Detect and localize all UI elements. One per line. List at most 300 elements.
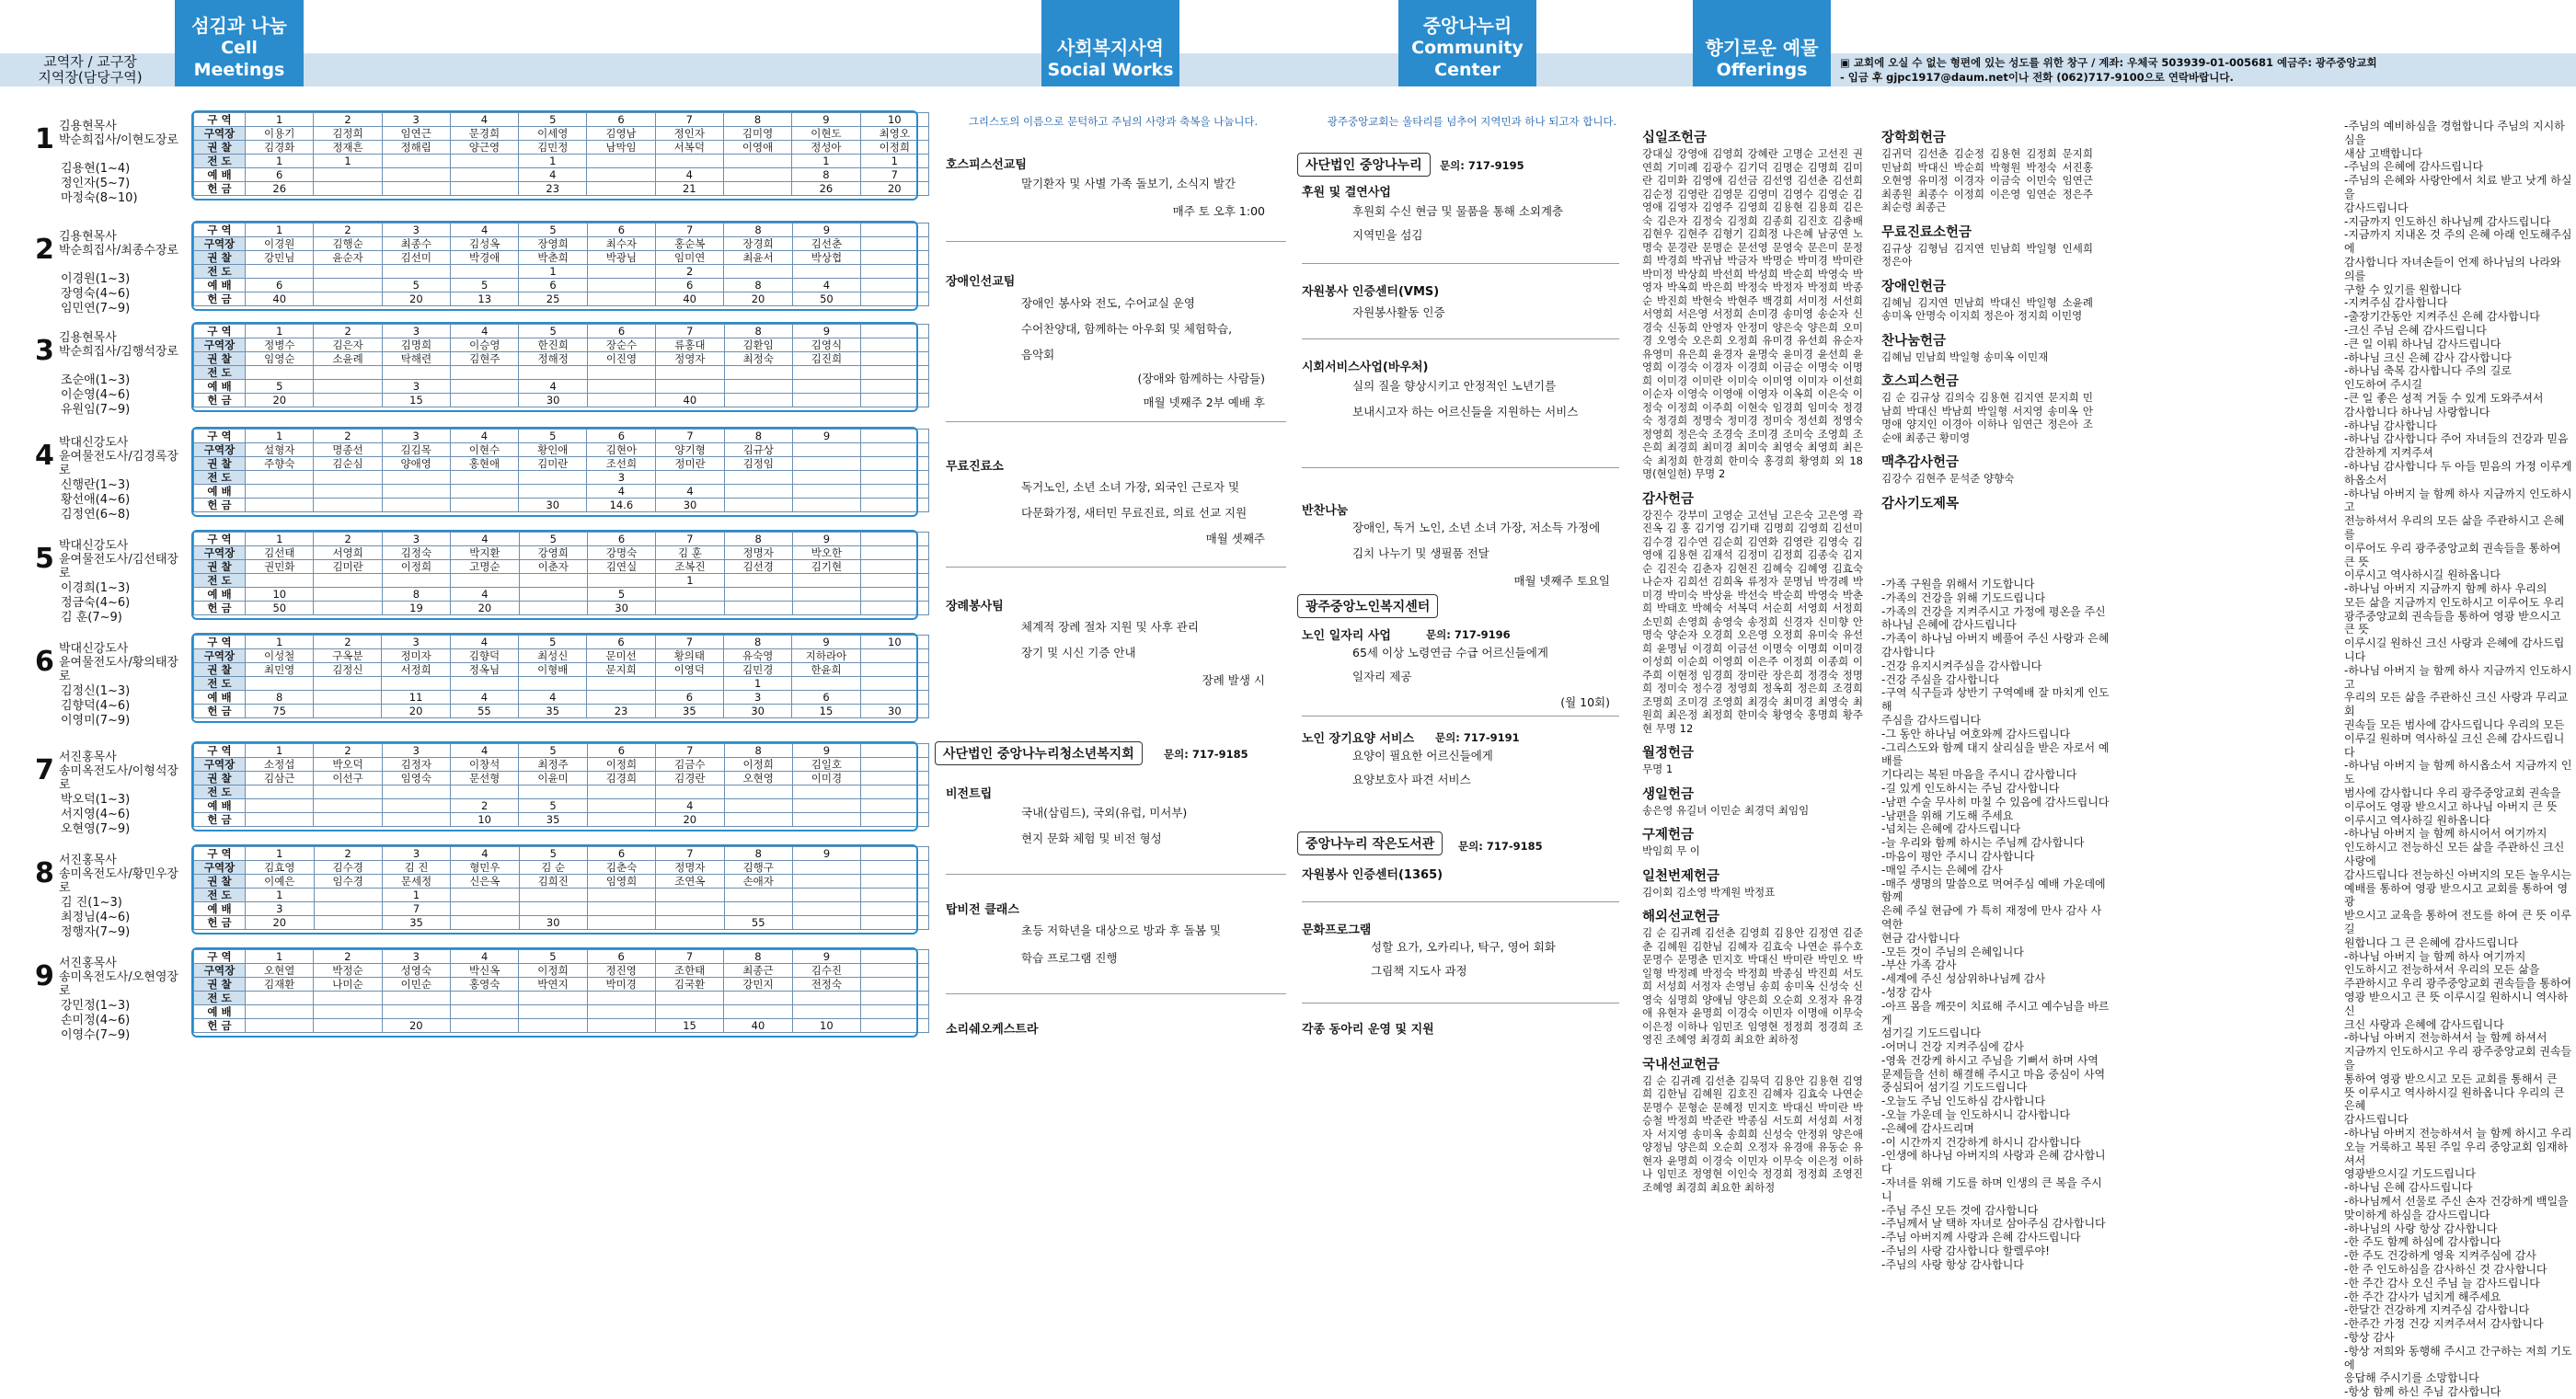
table-cell: 김경란: [656, 772, 724, 786]
clinic-time: 매월 셋째주: [1205, 532, 1265, 545]
offering-category: 호스피스헌금: [1881, 374, 1960, 389]
prayer-list-1: -가족 구원을 위해서 기도합니다 -가족의 건강을 위해 기도드립니다 -가족의 건강을 지켜주시고 가정에 평온을 주신 하나님 은혜에 감사드립니다 -가족이 하나님 아버지 베풀어 주신 사랑과 은혜 감사합니다 -건강 유지시켜주심을 감사합니다 -건강 주심을 감사합니다 -구역 식구들과 상반기 구역예배 잘 마치게 인도해 주심을 감사드립니다 -그 동안 하나님 여호와께 감사드립니다 -그리스도와 함께 대지 살리심을 받은 자로서 예배를 기다리는 복된 마음을 주시니 감사합니다 -길 있게 인도하시는 주님 감사합니다 -남편 수술 무사히 마칠 수 있음에 감사드립니다 -남편을 위해 기도해 주세요 -넘치는 은혜에 감사드립니다 -늘 우리와 함께 하시는 주님께 감사합니다 -마음이 평안 주시니 감사합니다 -매일 주시는 은혜에 감사 -매주 생명의 말씀으로 먹여주심 예배 가운데에 함께 은혜 주실 현금에 가 특히 재정에 만사 감사 사역한 현금 감사합니다 -모든 것이 주님의 은혜입니다 -부산 가족 감사 -세계에 주신 성삼위하나님께 감사 -성장 감사 -아프 몸을 깨끗이 치료해 주시고 예수님을 바르게 섬기길 기도드립니다 -어머니 건강 지켜주심에 감사 -영육 건강케 하시고 주님을 기뻐서 하며 사역 문제들을 선히 해결해 주시고 마음 중심이 사역 중심되어 섬기길 기도드립니다 -오늘도 주님 인도하심 감사합니다 -오늘 가운데 늘 인도하시니 감사합니다 -은혜에 감사드리며 -이 시간까지 건강하게 하시니 감사합니다 -인생에 하나님 아버지의 사랑과 은혜 감사합니다 -자녀를 위해 기도를 하며 인생의 큰 복을 주시니 -주님 주신 모든 것에 감사합니다 -주님께서 날 택하 자녀로 삼아주심 감사합니다 -주님 아버지께 사랑과 은혜 감사드립니다 -주님의 사랑 감사합니다 할렐루야! -주님의 사랑 항상 감사합니다: [1881, 578, 2110, 1271]
cell-table-frame: [191, 947, 918, 1038]
tab-class-text-2: 학습 프로그램 진행: [1021, 951, 1118, 965]
table-cell: 75: [245, 705, 313, 718]
table-cell: 1: [519, 265, 587, 279]
table-cell: 조연옥: [656, 875, 724, 889]
table-cell: 이정희: [860, 141, 928, 155]
cell-table-frame: [191, 221, 918, 311]
table-cell: 김국환: [655, 978, 723, 992]
table-cell: 김정희: [314, 127, 382, 141]
table-cell: 임수경: [314, 875, 382, 889]
table-cell: 4: [656, 799, 724, 813]
offering-category: 감사기도제목: [1881, 496, 1960, 511]
table-cell: 오현열: [246, 964, 314, 978]
table-cell: 김연실: [587, 560, 655, 574]
table-cell: 이예은: [246, 875, 314, 889]
care-text-1: 요양이 필요한 어르신들에게: [1352, 749, 1493, 763]
culture-title: 문화프로그램: [1302, 923, 1372, 937]
funeral-text-1: 체계적 장례 절차 지원 및 사후 관리: [1021, 620, 1199, 634]
elder-welfare-box: 광주중앙노인복지센터: [1297, 594, 1438, 618]
table-cell: 1: [246, 325, 314, 338]
row-label: 전 도: [194, 471, 246, 485]
table-cell: 5: [519, 430, 587, 443]
cell-table-frame: [191, 844, 918, 935]
offering-category: 해외선교헌금: [1642, 910, 1720, 924]
orchestra-title: 소리쉐오케스트라: [946, 1023, 1039, 1037]
divider: [1302, 901, 1619, 902]
table-cell: 강민님: [246, 251, 314, 265]
table-cell: 이영덕: [655, 663, 723, 677]
table-cell: 형민우: [451, 861, 519, 875]
table-cell: 1: [246, 430, 314, 443]
clinic-text-2: 다문화가정, 새터민 무료진료, 의료 선교 지원: [1021, 506, 1248, 520]
offering-names: 강대실 강영애 김영희 강혜란 고명순 고선진 권연희 기미례 김광수 김기덕 김명순 김명희 김미란 김미화 김영애 김선금 김선영 김선춘 김선희 김순정 김영란 김영문 김영미 김영수 김영순 김영애 김영자 김영주 김영희 김용현 김용희 김은숙 김은자 김정숙 김정희 김종희 김진호 김충배 김현우 김현주 김형기 김희정 나은혜 남궁연 노명숙 문경란 문명순 문선영 문영숙 문은미 문정희 박경희 박귀남 박금자 박명순 박미경 박미란 박미정 박상희 박선희 박성희 박순희 박영숙 박영자 박옥희 박은희 박정숙 박정자 박정희 박종순 박진희 박현숙 박현주 백경희 서미정 서선희 서영희 서은영 서정희 손미경 송미영 송순자 신경숙 신동희 안영자 안정미 양은숙 양은희 오미경 오영숙 오은희 오정희 유미경 유선희 유순자 유영미 유은희 윤경자 윤명숙 윤미경 윤선희 윤영희 이경숙 이경자 이경희 이금순 이명숙 이명희 이미경 이미란 이미숙 이미영 이미자 이선희 이순자 이영숙 이영애 이영자 이옥희 이은숙 이정숙 이정희 이주희 이현숙 임경희 임미숙 정경숙 정경희 정명숙 정미경 정미숙 정선희 정영숙 정영희 정은숙 조경숙 조미경 조미숙 조영희 조은희 최경희 최미경 최미숙 최영숙 최영희 최은숙 최정희 한경희 한미숙 홍경희 황영희 외 18명(현일헌) 무명 2: [1642, 147, 1863, 480]
header-left-label-2: 지역장(담당구역): [38, 69, 143, 86]
cell-number: 8: [35, 857, 54, 889]
tab-social-works: [1041, 0, 1179, 86]
row-label: 예 배: [194, 279, 246, 292]
table-cell: 황의태: [655, 649, 723, 663]
tab-offerings: [1693, 0, 1831, 86]
offering-tab-ko: 향기로운 예물: [1705, 37, 1819, 59]
table-cell: 이창석: [450, 758, 518, 772]
table-cell: 1: [246, 889, 314, 902]
offering-names: 김 순 김규상 김의숙 김용현 김지연 문지희 민남희 박대신 박남희 박일형 서지영 송미옥 안명애 양지인 이경아 이하나 임연근 정은아 조순애 최종근 황미영: [1881, 391, 2093, 444]
table-cell: 김행구: [724, 861, 792, 875]
table-cell: 1: [792, 155, 860, 168]
table-cell: 21: [655, 182, 723, 196]
row-label: 헌 금: [194, 292, 246, 306]
table-cell: 7: [655, 950, 723, 964]
table-cell: 강영희: [519, 546, 587, 560]
disabled-note: (장애와 함께하는 사람들): [1137, 372, 1265, 385]
table-cell: 23: [519, 182, 587, 196]
table-cell: 김미영: [723, 127, 791, 141]
share-text-1: 장애인, 독거 노인, 소년 소녀 가장, 저소득 가정에: [1352, 521, 1601, 534]
row-label: 예 배: [194, 380, 246, 394]
culture-text-2: 그림책 지도사 과정: [1371, 964, 1467, 978]
table-cell: 15: [382, 394, 450, 407]
row-label: 헌 금: [194, 916, 246, 930]
table-cell: 5: [382, 279, 450, 292]
offering-category: 월정헌금: [1642, 746, 1695, 761]
table-cell: 2: [314, 847, 382, 861]
cell-area-leaders: 조순애(1~3) 이순영(4~6) 유원임(7~9): [61, 373, 131, 417]
table-cell: 정명자: [724, 546, 792, 560]
row-label: 헌 금: [194, 394, 246, 407]
table-cell: 9: [792, 113, 860, 127]
table-cell: 6: [587, 430, 656, 443]
care-title: 노인 장기요양 서비스: [1302, 732, 1415, 746]
row-label: 구 역: [194, 113, 246, 127]
divider: [946, 421, 1286, 422]
table-cell: 문선형: [450, 772, 518, 786]
cell-table-frame: [191, 530, 918, 620]
table-cell: 4: [451, 847, 519, 861]
table-cell: 5: [519, 325, 587, 338]
table-cell: 3: [382, 533, 450, 546]
table-cell: 김정신: [314, 663, 382, 677]
row-label: 헌 금: [194, 499, 246, 512]
table-cell: 한진희: [519, 338, 587, 352]
table-cell: 권민화: [246, 560, 314, 574]
table-cell: 3: [382, 430, 450, 443]
table-cell: 20: [382, 705, 450, 718]
offering-category: 무료진료소헌금: [1881, 224, 1972, 240]
row-label: 예 배: [194, 588, 246, 602]
table-cell: 35: [655, 705, 723, 718]
table-cell: 문미선: [587, 649, 655, 663]
table-cell: 홍영숙: [451, 978, 519, 992]
table-cell: 30: [519, 394, 587, 407]
table-cell: 박오한: [792, 546, 860, 560]
row-label: 전 도: [194, 265, 246, 279]
table-cell: 1: [314, 155, 382, 168]
table-cell: 8: [724, 279, 792, 292]
table-cell: 문경희: [450, 127, 518, 141]
row-label: 예 배: [194, 1005, 246, 1019]
table-cell: 2: [314, 113, 382, 127]
table-cell: 10: [246, 588, 314, 602]
header-left-label-1: 교역자 / 교구장: [43, 53, 137, 70]
hospice-time: 매주 토 오후 1:00: [1172, 204, 1265, 218]
table-cell: 이윤미: [519, 772, 587, 786]
table-cell: 7: [655, 636, 723, 649]
table-cell: 김영남: [587, 127, 655, 141]
table-cell: 김정임: [724, 457, 792, 471]
table-cell: 2: [314, 950, 382, 964]
offering-names: 김이회 김소영 박계원 박정표: [1642, 885, 1776, 899]
row-label: 권 찰: [194, 141, 246, 155]
table-cell: 문세정: [382, 875, 450, 889]
offering-account-note: [1840, 55, 2567, 85]
table-cell: 이형배: [519, 663, 587, 677]
table-cell: 14.6: [587, 499, 656, 512]
table-cell: 임영순: [246, 352, 314, 366]
tab-class-title: 탑비전 클래스: [946, 903, 1019, 917]
nanuri-box: 사단법인 중앙나누리: [1297, 153, 1431, 177]
row-label: 예 배: [194, 168, 246, 182]
table-cell: 이현도: [792, 127, 860, 141]
offering-category: 구제헌금: [1642, 828, 1695, 843]
table-cell: 9: [792, 847, 860, 861]
table-cell: 7: [656, 533, 724, 546]
offering-names: 송은영 유길녀 이민순 최경덕 최임임: [1642, 803, 1810, 817]
youth-welfare-box: 사단법인 중앙나누리청소년복지회: [935, 741, 1143, 765]
offerings-column-2: [1881, 120, 2093, 513]
table-cell: 김환임: [724, 338, 792, 352]
table-cell: 3: [382, 636, 450, 649]
table-cell: 6: [587, 325, 655, 338]
table-cell: 김김목: [382, 443, 450, 457]
table-cell: 3: [587, 471, 656, 485]
table-cell: 4: [451, 224, 519, 237]
clinic-text-1: 독거노인, 소년 소녀 가장, 외국인 근로자 및: [1021, 480, 1240, 494]
table-cell: 7: [656, 325, 724, 338]
table-cell: 정명자: [656, 861, 724, 875]
table-cell: 오현영: [724, 772, 792, 786]
table-cell: 문지희: [587, 663, 655, 677]
table-cell: 김선태: [246, 546, 314, 560]
table-cell: 30: [656, 499, 724, 512]
cell-area-leaders: 강민정(1~3) 손미정(4~6) 이영수(7~9): [61, 999, 131, 1042]
table-cell: 7: [656, 224, 724, 237]
row-label: 전 도: [194, 574, 246, 588]
table-cell: 5: [246, 380, 314, 394]
cell-table-frame: [191, 110, 918, 201]
table-cell: 홍순복: [656, 237, 724, 251]
table-cell: 김진희: [792, 352, 860, 366]
table-cell: 5: [519, 799, 587, 813]
table-cell: 8: [792, 168, 860, 182]
table-cell: 장영희: [519, 237, 587, 251]
tab-class-text-1: 초등 저학년을 대상으로 방과 후 돌봄 및: [1021, 923, 1222, 937]
table-cell: 김수진: [792, 964, 860, 978]
table-cell: 박미경: [587, 978, 655, 992]
table-cell: 7: [860, 168, 928, 182]
funeral-text-2: 장기 및 시신 기증 안내: [1021, 646, 1136, 659]
table-cell: 50: [246, 602, 314, 615]
table-cell: 7: [656, 744, 724, 758]
row-label: 권 찰: [194, 663, 246, 677]
table-cell: 3: [724, 691, 792, 705]
offering-category: 생일헌금: [1642, 786, 1695, 802]
table-cell: 40: [656, 292, 724, 306]
table-cell: 10: [860, 113, 928, 127]
table-cell: 9: [792, 636, 860, 649]
table-cell: 10: [792, 1019, 860, 1033]
table-cell: 6: [587, 533, 655, 546]
table-cell: 20: [451, 602, 519, 615]
table-cell: 6: [587, 744, 655, 758]
offering-names: 김강수 김현주 문석준 양향숙: [1881, 472, 2015, 485]
table-cell: 8: [724, 744, 792, 758]
table-cell: 이현수: [450, 443, 518, 457]
table-cell: 6: [655, 691, 723, 705]
table-cell: 20: [656, 813, 724, 827]
table-cell: 김효영: [246, 861, 314, 875]
table-cell: 10: [450, 813, 518, 827]
table-cell: 3: [382, 380, 450, 394]
table-cell: 김순심: [314, 457, 382, 471]
table-cell: 이승영: [451, 338, 519, 352]
table-cell: 4: [519, 691, 587, 705]
table-cell: 6: [656, 279, 724, 292]
table-cell: 20: [724, 292, 792, 306]
table-cell: 3: [382, 325, 450, 338]
table-cell: 40: [724, 1019, 792, 1033]
table-cell: 5: [587, 588, 655, 602]
table-cell: 지하라아: [792, 649, 860, 663]
row-label: 권 찰: [194, 978, 246, 992]
row-label: 예 배: [194, 485, 246, 499]
culture-text-1: 성할 요가, 오카리나, 탁구, 영어 회화: [1371, 940, 1556, 954]
table-cell: 정옥님: [450, 663, 518, 677]
row-label: 권 찰: [194, 560, 246, 574]
table-cell: 김선미: [382, 251, 450, 265]
table-cell: 3: [246, 902, 314, 916]
table-cell: 강명숙: [587, 546, 655, 560]
table-cell: 1: [246, 533, 314, 546]
row-label: 권 찰: [194, 875, 246, 889]
table-cell: 19: [382, 602, 450, 615]
table-cell: 김희진: [519, 875, 587, 889]
row-label: 구역장: [194, 964, 246, 978]
table-cell: 박오덕: [314, 758, 382, 772]
table-cell: 서영희: [314, 546, 382, 560]
table-cell: 명종선: [314, 443, 382, 457]
cell-number: 1: [35, 123, 54, 155]
table-cell: 15: [655, 1019, 723, 1033]
table-cell: 2: [314, 636, 382, 649]
table-cell: 정인자: [655, 127, 723, 141]
table-cell: 7: [655, 113, 723, 127]
table-cell: 조복진: [656, 560, 724, 574]
table-cell: 정미란: [656, 457, 724, 471]
cell-area-leaders: 이경희(1~3) 정금숙(4~6) 김 훈(7~9): [61, 581, 131, 625]
offering-names: 김혜님 김지연 민남희 박대신 박일형 소윤례 송미옥 안명숙 이지희 정은아 정지희 이민영: [1881, 295, 2093, 322]
table-cell: 정해림: [382, 141, 450, 155]
table-cell: 김금수: [656, 758, 724, 772]
offering-category: 감사헌금: [1642, 491, 1695, 507]
table-cell: 9: [792, 224, 860, 237]
divider: [1302, 467, 1619, 468]
table-cell: 이선구: [314, 772, 382, 786]
offering-note-line-1: ▣ 교회에 오실 수 없는 형편에 있는 성도를 위한 창구 / 계좌: 우체국 503939-01-005681 예금주: 광주중앙교회: [1840, 56, 2377, 69]
clinic-title: 무료진료소: [946, 460, 1004, 474]
offering-names: 김귀덕 김선춘 김순정 김용현 김정희 문지희 민남희 박대신 박순희 박형원 박정숙 서진홍 오현영 유미정 이경자 이금숙 이민숙 임연근 최종원 최종수 이정희 이은영 임연순 정은주 최순령 최종근: [1881, 147, 2093, 213]
table-cell: 3: [382, 744, 450, 758]
table-cell: 55: [724, 916, 792, 930]
table-cell: 9: [792, 325, 860, 338]
table-cell: 서복덕: [655, 141, 723, 155]
offering-category: 국내선교헌금: [1642, 1057, 1720, 1072]
offering-names: 강진수 강부미 고영순 고선님 고은숙 고은영 곽진옥 김 홍 김기영 김기태 김명희 김영희 김선미 김수경 김수연 김순희 김연화 김영란 김영숙 김영애 김용현 김재석 김정미 김정희 김종숙 김지순 김진숙 김춘자 김현진 김혜숙 김혜영 김효숙 나순자 김희선 김희옥 류정자 문명님 박경례 박미경 박미숙 박상윤 박선숙 박순희 박영숙 박춘희 박태호 박혜숙 서복덕 서순희 서영희 서정희 소민희 손영희 송영숙 송정희 신경자 신미향 안명숙 양순자 오경희 오은영 오정희 유미숙 유선희 윤명님 이경희 이금선 이명숙 이명희 이미경 이성희 이순희 이영희 이은주 이정희 이종희 이주희 이현정 임경희 장미란 장은희 정경숙 정명희 정미숙 정수경 정영희 정옥희 정은희 조경희 조명희 조미경 조영희 최경숙 최미경 최영숙 최원희 최은정 최정희 한미숙 황영숙 홍명희 황주현 무명 12: [1642, 508, 1863, 735]
table-cell: 5: [519, 744, 587, 758]
table-cell: 6: [587, 636, 655, 649]
table-cell: 13: [451, 292, 519, 306]
table-cell: 6: [519, 279, 587, 292]
offering-category: 맥추감사헌금: [1881, 455, 1960, 470]
table-cell: 4: [450, 744, 518, 758]
table-cell: 2: [314, 325, 382, 338]
social-tab-en: Social Works: [1047, 60, 1174, 80]
table-cell: 최정숙: [724, 352, 792, 366]
elder-job-phone: 문의: 717-9196: [1426, 628, 1511, 641]
table-cell: 김기현: [792, 560, 860, 574]
vol1365-title: 자원봉사 인증센터(1365): [1302, 868, 1443, 882]
table-cell: 강민지: [724, 978, 792, 992]
table-cell: 이진영: [587, 352, 655, 366]
table-cell: 한윤희: [792, 663, 860, 677]
table-cell: 20: [246, 916, 314, 930]
row-label: 예 배: [194, 691, 246, 705]
table-cell: 20: [382, 292, 450, 306]
row-label: 권 찰: [194, 352, 246, 366]
divider: [946, 993, 1286, 994]
row-label: 권 찰: [194, 457, 246, 471]
table-cell: 30: [519, 499, 587, 512]
table-cell: 5: [519, 847, 587, 861]
service-title: 시회서비스사업(바우처): [1302, 361, 1429, 374]
table-cell: 탁해련: [382, 352, 450, 366]
table-cell: 김미란: [519, 457, 587, 471]
table-cell: 1: [246, 113, 314, 127]
offering-names: 박임희 무 이: [1642, 844, 1700, 857]
row-label: 구역장: [194, 861, 246, 875]
table-cell: 1: [246, 950, 314, 964]
community-tab-en: Community Center: [1411, 38, 1524, 80]
table-cell: 정재흔: [314, 141, 382, 155]
table-cell: 8: [724, 533, 792, 546]
table-cell: 김 훈: [656, 546, 724, 560]
table-cell: 김일호: [792, 758, 860, 772]
row-label: 구역장: [194, 127, 246, 141]
cell-number: 2: [35, 234, 54, 266]
table-cell: 양애영: [382, 457, 450, 471]
row-label: 구역장: [194, 443, 246, 457]
table-cell: 김경희: [587, 772, 655, 786]
table-cell: 1: [724, 677, 792, 691]
table-cell: 김춘숙: [587, 861, 655, 875]
vision-text-2: 현지 문화 체험 및 비전 형성: [1021, 831, 1162, 845]
table-cell: 5: [519, 224, 587, 237]
table-cell: 정미자: [382, 649, 450, 663]
table-cell: 6: [246, 168, 314, 182]
cell-leader-names: 김용현목사 박순희집사/김행석장로: [59, 331, 178, 359]
cell-leader-names: 박대신강도사 윤여물전도사/황의태장로: [59, 642, 178, 683]
table-cell: 고명순: [451, 560, 519, 574]
table-cell: 20: [382, 1019, 450, 1033]
table-cell: 1: [246, 155, 314, 168]
support-text-1: 후원회 수신 현금 및 물품을 통해 소외계층: [1352, 204, 1564, 218]
table-cell: 김경화: [246, 141, 314, 155]
table-cell: 김정숙: [382, 546, 450, 560]
offering-note-line-2: - 입금 후 gjpc1917@daum.net이나 전화 (062)717-9100으로 연락바랍니다.: [1840, 71, 2234, 84]
tab-cell-meetings: [175, 0, 304, 86]
table-cell: 1: [382, 889, 450, 902]
table-cell: 1: [519, 155, 587, 168]
table-cell: 조선희: [587, 457, 656, 471]
table-cell: 최성신: [519, 649, 587, 663]
disabled-text-2: 수어찬양대, 함께하는 아우회 및 체험학습,: [1021, 322, 1233, 336]
table-cell: 정성아: [792, 141, 860, 155]
service-text-2: 보내시고자 하는 어르신들을 지원하는 서비스: [1352, 405, 1579, 419]
table-cell: 임미연: [656, 251, 724, 265]
service-text-1: 실의 질을 향상시키고 안정적인 노년기를: [1352, 379, 1557, 393]
support-title: 후원 및 결연사업: [1302, 186, 1391, 200]
table-cell: 김정자: [382, 758, 450, 772]
row-label: 예 배: [194, 799, 246, 813]
table-cell: 6: [587, 950, 655, 964]
hospice-title: 호스피스선교팀: [946, 158, 1027, 172]
table-cell: 황인애: [519, 443, 587, 457]
table-cell: 30: [587, 602, 655, 615]
table-cell: 20: [860, 182, 928, 196]
table-cell: 최종근: [724, 964, 792, 978]
table-cell: 박경애: [451, 251, 519, 265]
row-label: 헌 금: [194, 1019, 246, 1033]
table-cell: 10: [860, 636, 928, 649]
table-cell: 설형자: [246, 443, 314, 457]
row-label: 구 역: [194, 950, 246, 964]
table-cell: 박상협: [792, 251, 860, 265]
table-cell: 장순수: [587, 338, 655, 352]
row-label: 권 찰: [194, 772, 246, 786]
elder-job-note: (월 10회): [1560, 695, 1610, 709]
